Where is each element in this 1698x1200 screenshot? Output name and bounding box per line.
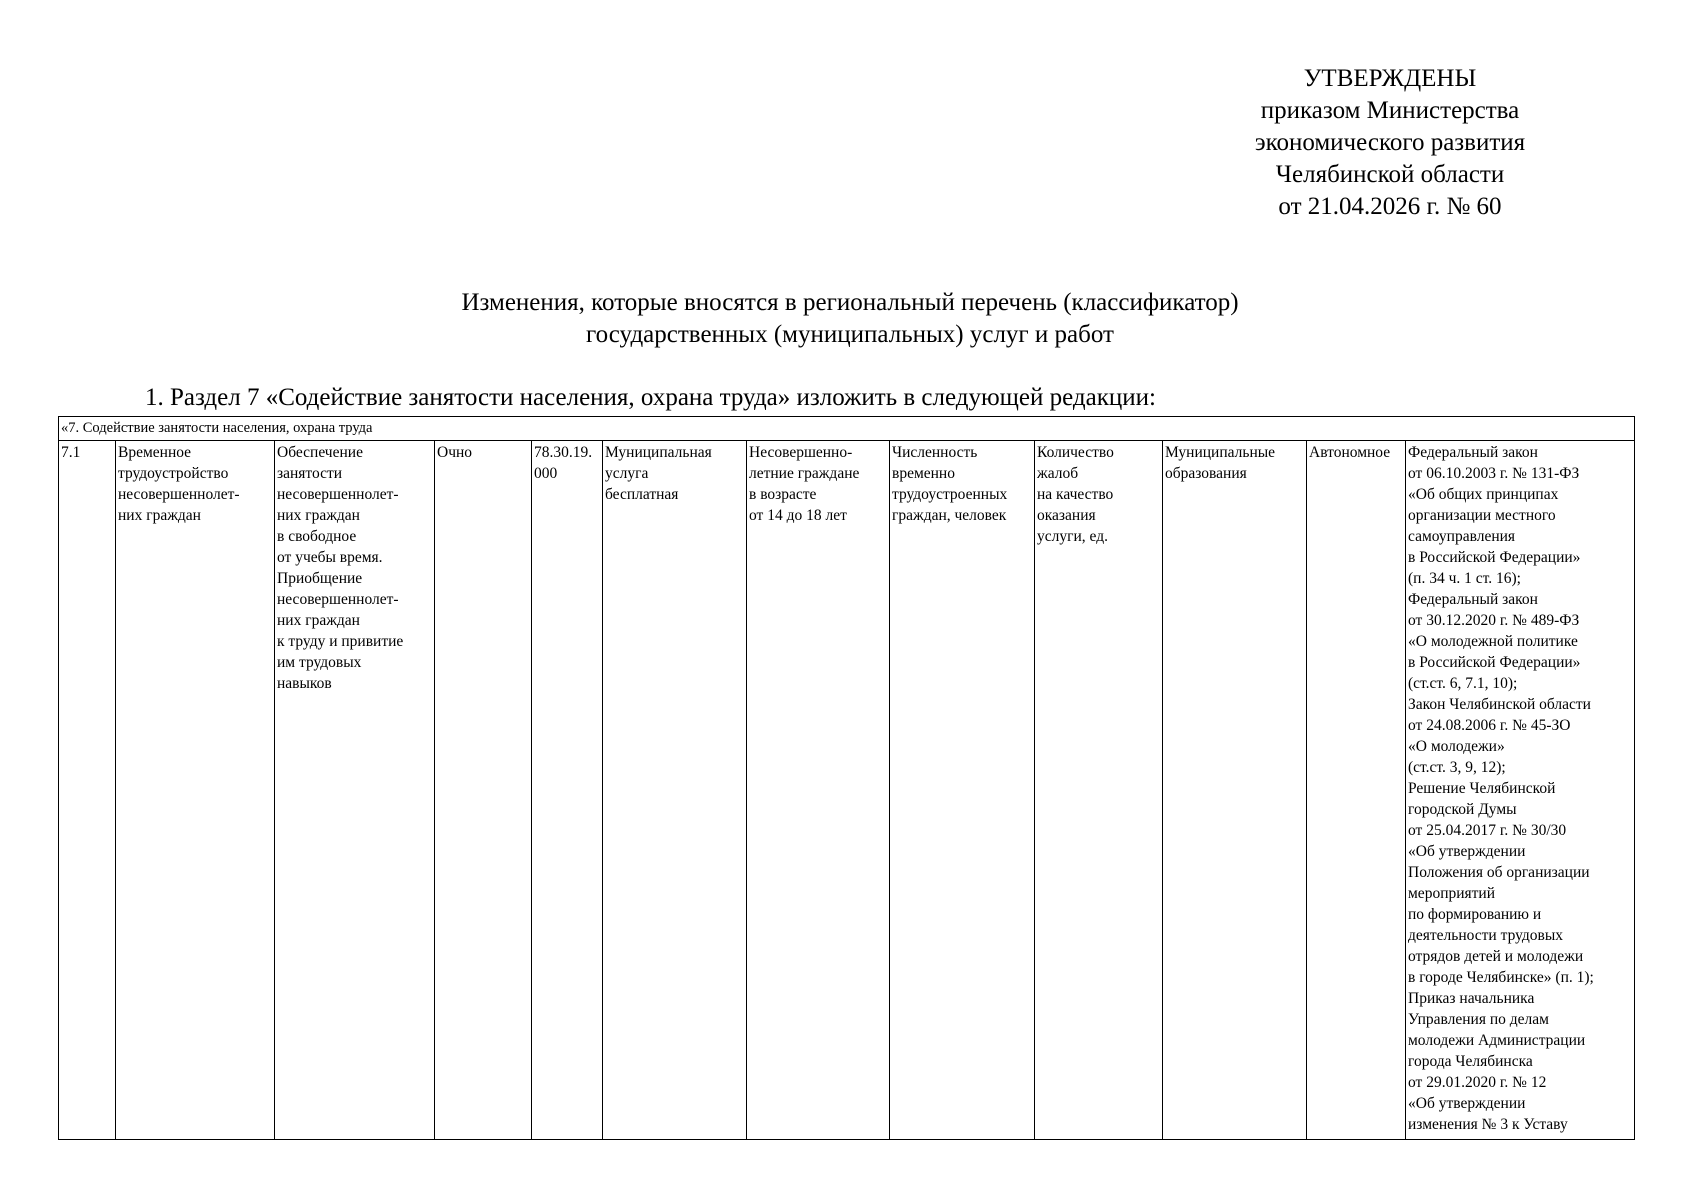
column-divider: [746, 441, 747, 1139]
cell-line: на качество: [1037, 486, 1114, 503]
cell-line: оказания: [1037, 507, 1096, 524]
cell-line: услуга: [605, 465, 649, 482]
cell-line: «Об утверждении: [1408, 843, 1526, 860]
approval-line: приказом Министерства: [1260, 97, 1520, 124]
cell-line: Обеспечение: [277, 444, 363, 461]
cell-line: «О молодежной политике: [1408, 633, 1578, 650]
cell-line: трудоустройство: [118, 465, 229, 482]
item-heading: 1. Раздел 7 «Содействие занятости населения, охрана труда» изложить в следующей редакции:: [145, 384, 1156, 411]
cell-number: [59, 442, 115, 463]
cell-line: изменения № 3 к Уставу: [1408, 1116, 1568, 1133]
column-divider: [889, 441, 890, 1139]
cell-line: (ст.ст. 3, 9, 12);: [1408, 759, 1506, 776]
cell-line: Управления по делам: [1408, 1011, 1549, 1028]
cell-line: организации местного: [1408, 507, 1556, 524]
section-label: «7. Содействие занятости населения, охрана труда: [59, 417, 1634, 441]
cell-line: Муниципальная: [605, 444, 712, 461]
cell-line: Приказ начальника: [1408, 990, 1535, 1007]
cell-line: 000: [534, 465, 558, 482]
cell-line: трудоустроенных: [892, 486, 1008, 503]
cell-line: Решение Челябинской: [1408, 780, 1556, 797]
cell-line: образования: [1165, 465, 1247, 482]
cell-line: деятельности трудовых: [1408, 927, 1564, 944]
cell-consumers: [747, 442, 889, 526]
cell-line: Несовершенно-: [749, 444, 853, 461]
cell-line: бесплатная: [605, 486, 679, 503]
cell-line: Приобщение: [277, 570, 363, 587]
column-divider: [602, 441, 603, 1139]
cell-line: временно: [892, 465, 955, 482]
cell-line: летние граждане: [749, 465, 860, 482]
column-divider: [1306, 441, 1307, 1139]
column-divider: [434, 441, 435, 1139]
cell-line: в свободное: [277, 528, 357, 545]
cell-line: них граждан: [277, 612, 360, 629]
cell-line: Федеральный закон: [1408, 591, 1538, 608]
approval-line: экономического развития: [1254, 129, 1526, 156]
cell-line: в городе Челябинске» (п. 1);: [1408, 969, 1594, 986]
cell-line: Автономное: [1309, 444, 1391, 461]
cell-line: 7.1: [61, 444, 81, 461]
cell-line: в Российской Федерации»: [1408, 549, 1581, 566]
cell-form: [435, 442, 531, 463]
cell-line: молодежи Администрации: [1408, 1032, 1586, 1049]
cell-line: от 30.12.2020 г. № 489-ФЗ: [1408, 612, 1580, 629]
cell-provider-level: [1163, 442, 1306, 484]
cell-line: граждан, человек: [892, 507, 1007, 524]
cell-line: Муниципальные: [1165, 444, 1276, 461]
cell-line: «О молодежи»: [1408, 738, 1505, 755]
cell-line: «Об общих принципах: [1408, 486, 1559, 503]
cell-quality-indicator: [1035, 442, 1162, 547]
cell-line: к труду и привитие: [277, 633, 404, 650]
cell-line: (п. 34 ч. 1 ст. 16);: [1408, 570, 1521, 587]
cell-line: от 14 до 18 лет: [749, 507, 847, 524]
cell-service-name: [116, 442, 274, 526]
cell-volume-indicator: [890, 442, 1034, 526]
document-title: [100, 287, 1600, 351]
cell-institution-type: [1307, 442, 1405, 463]
cell-line: несовершеннолет-: [277, 486, 399, 503]
cell-line: мероприятий: [1408, 885, 1496, 902]
approval-stamp: [1160, 63, 1620, 223]
cell-line: по формированию и: [1408, 906, 1542, 923]
cell-line: (ст.ст. 6, 7.1, 10);: [1408, 675, 1518, 692]
cell-okved-code: [532, 442, 602, 484]
title-line: Изменения, которые вносятся в региональный перечень (классификатор): [461, 289, 1239, 316]
cell-line: них граждан: [277, 507, 360, 524]
cell-line: им трудовых: [277, 654, 362, 671]
cell-line: от 29.01.2020 г. № 12: [1408, 1074, 1547, 1091]
cell-line: отрядов детей и молодежи: [1408, 948, 1584, 965]
cell-line: Закон Челябинской области: [1408, 696, 1591, 713]
cell-line: самоуправления: [1408, 528, 1516, 545]
cell-line: несовершеннолет-: [118, 486, 240, 503]
cell-line: занятости: [277, 465, 343, 482]
cell-line: услуги, ед.: [1037, 528, 1108, 545]
cell-line: навыков: [277, 675, 332, 692]
cell-line: Федеральный закон: [1408, 444, 1538, 461]
approval-line: от 21.04.2026 г. № 60: [1278, 193, 1502, 220]
cell-line: Количество: [1037, 444, 1114, 461]
cell-service-type: [603, 442, 746, 505]
cell-line: от 06.10.2003 г. № 131-ФЗ: [1408, 465, 1580, 482]
cell-service-content: [275, 442, 434, 694]
cell-line: «Об утверждении: [1408, 1095, 1526, 1112]
classifier-table: [58, 416, 1635, 1140]
cell-line: Временное: [118, 444, 192, 461]
column-divider: [1162, 441, 1163, 1139]
cell-line: Численность: [892, 444, 978, 461]
cell-line: в Российской Федерации»: [1408, 654, 1581, 671]
cell-line: 78.30.19.: [534, 444, 593, 461]
cell-line: несовершеннолет-: [277, 591, 399, 608]
cell-legal-basis: [1406, 442, 1634, 1135]
approval-line: Челябинской области: [1275, 161, 1505, 188]
cell-line: жалоб: [1037, 465, 1079, 482]
cell-line: от учебы время.: [277, 549, 383, 566]
title-line: государственных (муниципальных) услуг и работ: [586, 321, 1114, 348]
approval-line: УТВЕРЖДЕНЫ: [1303, 65, 1477, 92]
cell-line: в возрасте: [749, 486, 817, 503]
cell-line: городской Думы: [1408, 801, 1517, 818]
cell-line: от 24.08.2006 г. № 45-ЗО: [1408, 717, 1571, 734]
cell-line: Очно: [437, 444, 473, 461]
cell-line: города Челябинска: [1408, 1053, 1533, 1070]
column-divider: [531, 441, 532, 1139]
cell-line: них граждан: [118, 507, 201, 524]
cell-line: Положения об организации: [1408, 864, 1590, 881]
column-divider: [115, 441, 116, 1139]
cell-line: от 25.04.2017 г. № 30/30: [1408, 822, 1567, 839]
